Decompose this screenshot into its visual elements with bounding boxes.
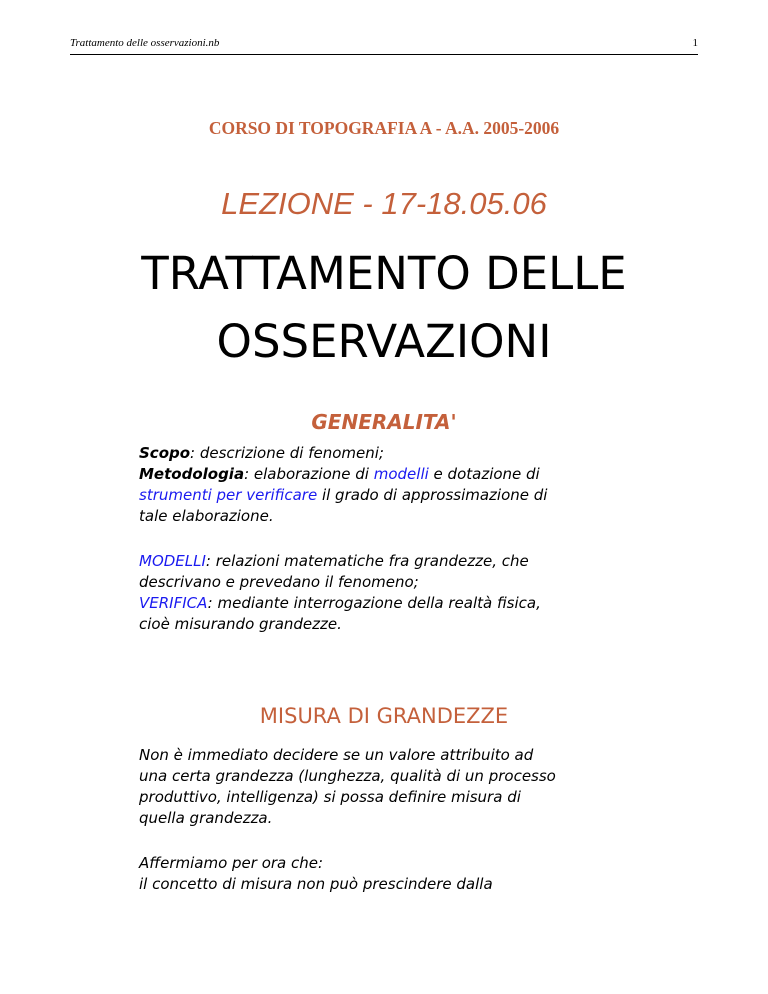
scopo-term: Scopo [139,444,191,462]
verifica-text: : mediante interrogazione della realtà fisica, [207,594,541,612]
lesson-title: LEZIONE - 17-18.05.06 [221,186,547,221]
paragraph-modelli-verifica [139,551,659,635]
verifica-line-1 [139,593,659,614]
course-title: CORSO DI TOPOGRAFIA A - A.A. 2005-2006 [208,118,560,138]
scopo-line [139,443,659,464]
section-heading-generalita: GENERALITA' [311,410,457,434]
modelli-line-1 [139,551,659,572]
metodologia-text: : elaborazione di [244,465,374,483]
metodologia-text-cont: e dotazione di [428,465,540,483]
running-header [70,30,698,55]
metodologia-line-2 [139,485,659,506]
misura-line: produttivo, intelligenza) si possa definire misura di [139,788,521,806]
modelli-line-2: descrivano e prevedano il fenomeno; [139,573,419,591]
modelli-text: : relazioni matematiche fra grandezze, che [205,552,529,570]
main-title-line-2: OSSERVAZIONI [216,315,552,368]
notebook-file-name: Trattamento delle osservazioni.nb [70,37,220,49]
metodologia-text-cont-2: il grado di approssimazione di [317,486,548,504]
strumenti-link[interactable]: strumenti per verificare [139,486,318,504]
metodologia-line-1 [139,464,659,485]
section-heading-misura: MISURA DI GRANDEZZE [259,704,509,728]
modelli-link[interactable]: modelli [373,465,429,483]
metodologia-line-3: tale elaborazione. [139,507,274,525]
main-title-line-1: TRATTAMENTO DELLE [141,247,627,300]
scopo-text: : descrizione di fenomeni; [190,444,384,462]
metodologia-term: Metodologia [139,465,245,483]
affermiamo-line: Affermiamo per ora che: [139,854,324,872]
affermiamo-line: il concetto di misura non può prescindere dalla [139,875,493,893]
modelli-term[interactable]: MODELLI [139,552,206,570]
misura-line: una certa grandezza (lunghezza, qualità di un processo [139,767,556,785]
page-number: 1 [692,37,698,49]
verifica-line-2: cioè misurando grandezze. [139,615,342,633]
paragraph-affermiamo [139,853,659,895]
misura-line: Non è immediato decidere se un valore attribuito ad [139,746,534,764]
paragraph-scopo-metodologia [139,443,659,527]
paragraph-misura [139,745,659,829]
verifica-term[interactable]: VERIFICA [139,594,208,612]
misura-line: quella grandezza. [139,809,273,827]
main-title [0,240,768,376]
